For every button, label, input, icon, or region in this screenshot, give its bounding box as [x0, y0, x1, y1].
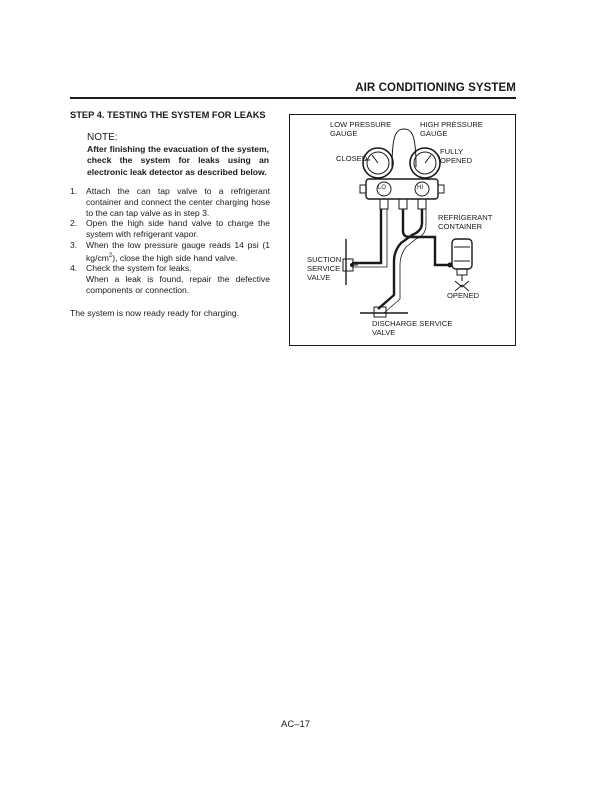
refrigerant-container-label: REFRIGERANT CONTAINER [438, 213, 493, 231]
discharge-service-valve-label: DISCHARGE SERVICE VALVE [372, 319, 453, 337]
high-gauge-needle [425, 155, 431, 163]
low-gauge-needle [372, 155, 378, 163]
lo-knob [360, 185, 366, 193]
lo-mark: LO [378, 185, 387, 191]
hi-mark: HI [417, 185, 423, 191]
list-item [70, 186, 270, 218]
closed-label: CLOSED [336, 154, 368, 163]
hi-knob [438, 185, 444, 193]
refrigerant-container-icon [452, 239, 472, 269]
tap-handle-icon [455, 281, 469, 291]
superscript: 2 [108, 252, 113, 259]
opened-label: OPENED [447, 291, 480, 300]
step-number: 2. [70, 218, 78, 229]
list-item [70, 263, 270, 295]
step-text [86, 240, 270, 263]
can-tap-valve-icon [457, 269, 467, 275]
step-text-part: When the low pressure gauge reads 14 psi (1 kg/cm [86, 239, 270, 263]
step-text: Attach the can tap valve to a refrigerant container and connect the center charging hose to the can tap valve as in step 3. [86, 186, 270, 218]
step-list [70, 186, 270, 296]
lo-fitting [380, 199, 388, 209]
header-rule [70, 97, 516, 99]
step-heading: STEP 4. TESTING THE SYSTEM FOR LEAKS [70, 110, 266, 120]
high-pressure-gauge-label: HIGH PRESSURE GAUGE [420, 120, 483, 138]
note-body: After finishing the evacuation of the system, check the system for leaks using an electronic leak detector as described below. [87, 144, 269, 177]
low-pressure-gauge-label: LOW PRESSURE GAUGE [330, 120, 392, 138]
fully-opened-label: FULLY OPENED [440, 147, 473, 165]
step-text-part: ), close the high side hand valve. [112, 252, 238, 263]
closing-text: The system is now ready ready for charging. [70, 308, 240, 318]
step-text-line: When a leak is found, repair the defective components or connection. [86, 274, 270, 296]
list-item [70, 218, 270, 240]
page-number: AC–17 [281, 719, 311, 730]
center-fitting [399, 199, 407, 209]
step-number: 4. [70, 263, 78, 274]
step-number: 3. [70, 239, 78, 250]
step-number: 1. [70, 186, 78, 196]
note-label: NOTE: [87, 132, 118, 143]
diagram-drawing [290, 115, 517, 347]
manifold-gauge-diagram [289, 114, 516, 346]
list-item [70, 240, 270, 263]
step-text: Open the high side hand valve to charge the system with refrigerant vapor. [86, 218, 270, 240]
container-hose-end [448, 263, 453, 268]
low-side-hose [352, 209, 381, 263]
step-text-line: Check the system for leaks. [86, 263, 192, 274]
suction-hose-end [350, 263, 354, 267]
section-title: AIR CONDITIONING SYSTEM [355, 82, 516, 94]
hi-fitting [418, 199, 426, 209]
suction-service-valve-label: SUCTION SERVICE VALVE [307, 255, 342, 282]
step-text [86, 263, 270, 295]
hanger-hook [392, 129, 416, 167]
